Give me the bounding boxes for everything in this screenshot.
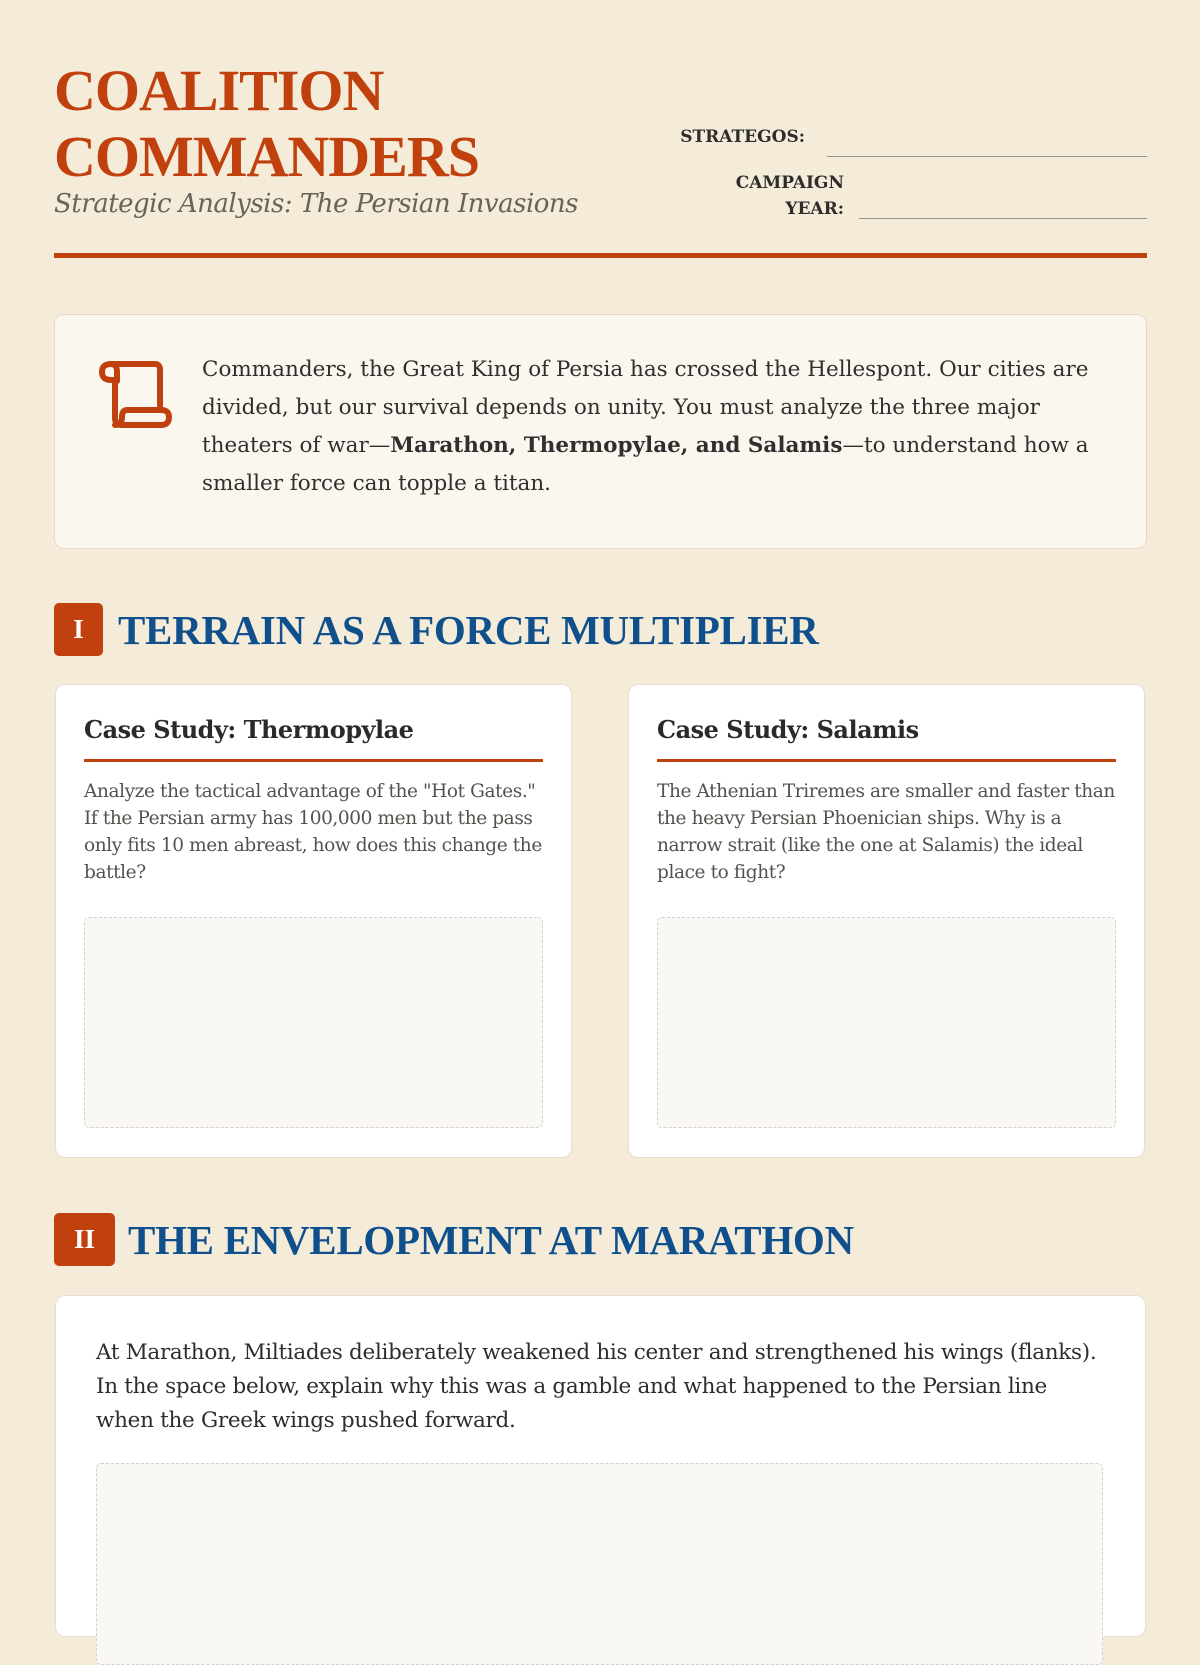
intro-text <box>202 351 1102 503</box>
card-prompt: The Athenian Triremes are smaller and faster than the heavy Persian Phoenician ships. Why is a narrow strait (like the one at Salamis) the ideal place to fight? <box>657 781 1115 883</box>
intro-text-bold: Marathon, Thermopylae, and Salamis <box>390 433 843 458</box>
section-2-title: THE ENVELOPMENT AT MARATHON <box>128 1217 854 1263</box>
scroll-icon <box>97 359 173 429</box>
worksheet-header <box>54 58 1147 258</box>
card-divider <box>84 759 543 762</box>
campaign-year-label <box>674 170 844 222</box>
campaign-label-line-2: YEAR: <box>785 199 844 219</box>
card-title: Case Study: Salamis <box>657 715 919 744</box>
card-divider <box>657 759 1116 762</box>
strategos-label: STRATEGOS: <box>680 127 805 147</box>
strategos-field[interactable] <box>827 156 1147 157</box>
card-title: Case Study: Thermopylae <box>84 715 414 744</box>
section-2-header <box>54 1213 904 1267</box>
worksheet-page <box>54 0 1147 1600</box>
section-1-title: TERRAIN AS A FORCE MULTIPLIER <box>118 607 819 653</box>
page-subtitle: Strategic Analysis: The Persian Invasions <box>54 189 579 219</box>
marathon-card <box>55 1295 1146 1637</box>
title-line-1: COALITION <box>54 58 384 123</box>
section-2-numeral: II <box>54 1213 115 1266</box>
card-prompt: Analyze the tactical advantage of the "Hot Gates." If the Persian army has 100,000 men but the pass only fits 10 men abreast, how does this change the battle? <box>84 781 542 883</box>
section-1-numeral: I <box>54 603 103 656</box>
campaign-year-field[interactable] <box>859 218 1147 219</box>
case-study-card-salamis <box>628 684 1145 1158</box>
intro-text-part-1: Commanders, the Great King of Persia has crossed the Hellespont. Our cities are divided, but our survival depends on unity. You must analyze the three major theaters of war— <box>202 357 1089 458</box>
page-title <box>54 58 654 190</box>
intro-callout <box>54 314 1147 549</box>
answer-box[interactable] <box>84 917 543 1128</box>
answer-box[interactable] <box>657 917 1116 1128</box>
intro-text-part-2: —to understand how a smaller force can topple a titan. <box>202 433 1089 496</box>
case-study-card-thermopylae <box>55 684 572 1158</box>
answer-box[interactable] <box>96 1463 1103 1665</box>
campaign-label-line-1: CAMPAIGN <box>735 173 844 193</box>
marathon-prompt: At Marathon, Miltiades deliberately weakened his center and strengthened his wings (flanks). In the space below, explain why this was a gamble and what happened to the Persian line when the Greek wings pushed forward. <box>96 1340 1097 1433</box>
header-divider <box>54 253 1147 258</box>
title-line-2: COMMANDERS <box>54 124 479 189</box>
section-1-header <box>54 603 854 657</box>
